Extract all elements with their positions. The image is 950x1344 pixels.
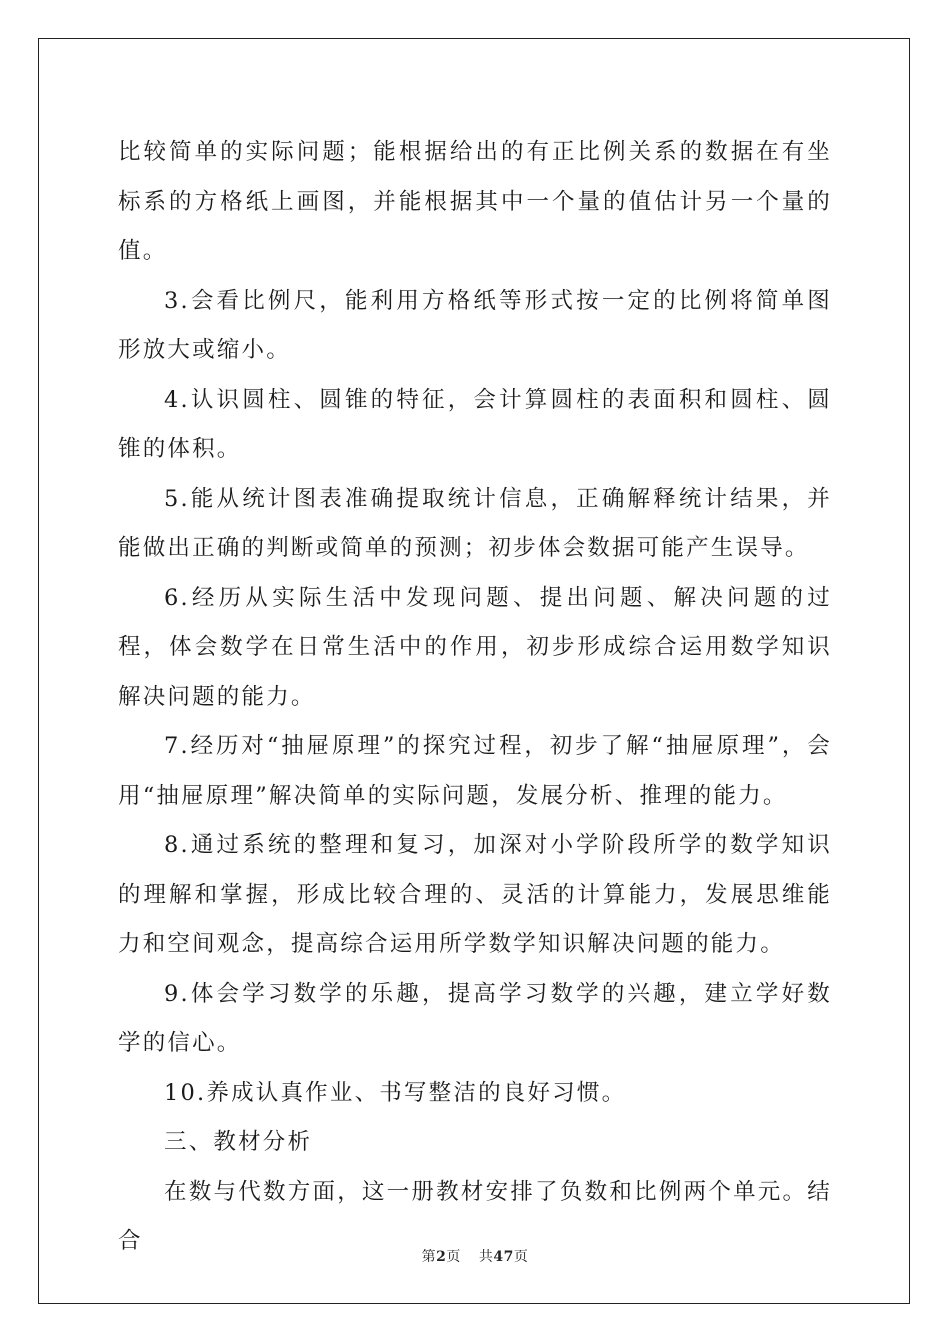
document-body xyxy=(118,128,832,1267)
paragraph-item-8: 8.通过系统的整理和复习，加深对小学阶段所学的数学知识的理解和掌握，形成比较合理的、灵活的计算能力，发展思维能力和空间观念，提高综合运用所学数学知识解决问题的能力。 xyxy=(118,832,832,957)
paragraph-item-9: 9.体会学习数学的乐趣，提高学习数学的兴趣，建立学好数学的信心。 xyxy=(118,980,832,1056)
paragraph-item-7: 7.经历对“抽屉原理”的探究过程，初步了解“抽屉原理”，会用“抽屉原理”解决简单的实际问题，发展分析、推理的能力。 xyxy=(118,733,832,809)
paragraph-item-3: 3.会看比例尺，能利用方格纸等形式按一定的比例将简单图形放大或缩小。 xyxy=(118,287,832,363)
total-prefix: 共 xyxy=(478,1249,494,1265)
paragraph-item-10: 10.养成认真作业、书写整洁的良好习惯。 xyxy=(164,1079,627,1106)
paragraph-section-start: 在数与代数方面，这一册教材安排了负数和比例两个单元。结合 xyxy=(118,1178,832,1254)
page-prefix: 第 xyxy=(421,1249,437,1265)
paragraph-item-4: 4.认识圆柱、圆锥的特征，会计算圆柱的表面积和圆柱、圆锥的体积。 xyxy=(118,386,832,462)
page-suffix: 页 xyxy=(446,1249,461,1265)
paragraph-item-5: 5.能从统计图表准确提取统计信息，正确解释统计结果，并能做出正确的判断或简单的预测；初步体会数据可能产生误导。 xyxy=(118,485,832,561)
page-footer xyxy=(0,1246,950,1266)
total-pages: 47 xyxy=(493,1249,514,1265)
paragraph-continuation: 比较简单的实际问题；能根据给出的有正比例关系的数据在有坐标系的方格纸上画图，并能根据其中一个量的值估计另一个量的值。 xyxy=(118,139,832,264)
section-heading: 三、教材分析 xyxy=(164,1129,313,1155)
page-number: 2 xyxy=(436,1249,447,1265)
total-suffix: 页 xyxy=(513,1249,529,1265)
paragraph-item-6: 6.经历从实际生活中发现问题、提出问题、解决问题的过程，体会数学在日常生活中的作用，初步形成综合运用数学知识解决问题的能力。 xyxy=(118,584,832,710)
